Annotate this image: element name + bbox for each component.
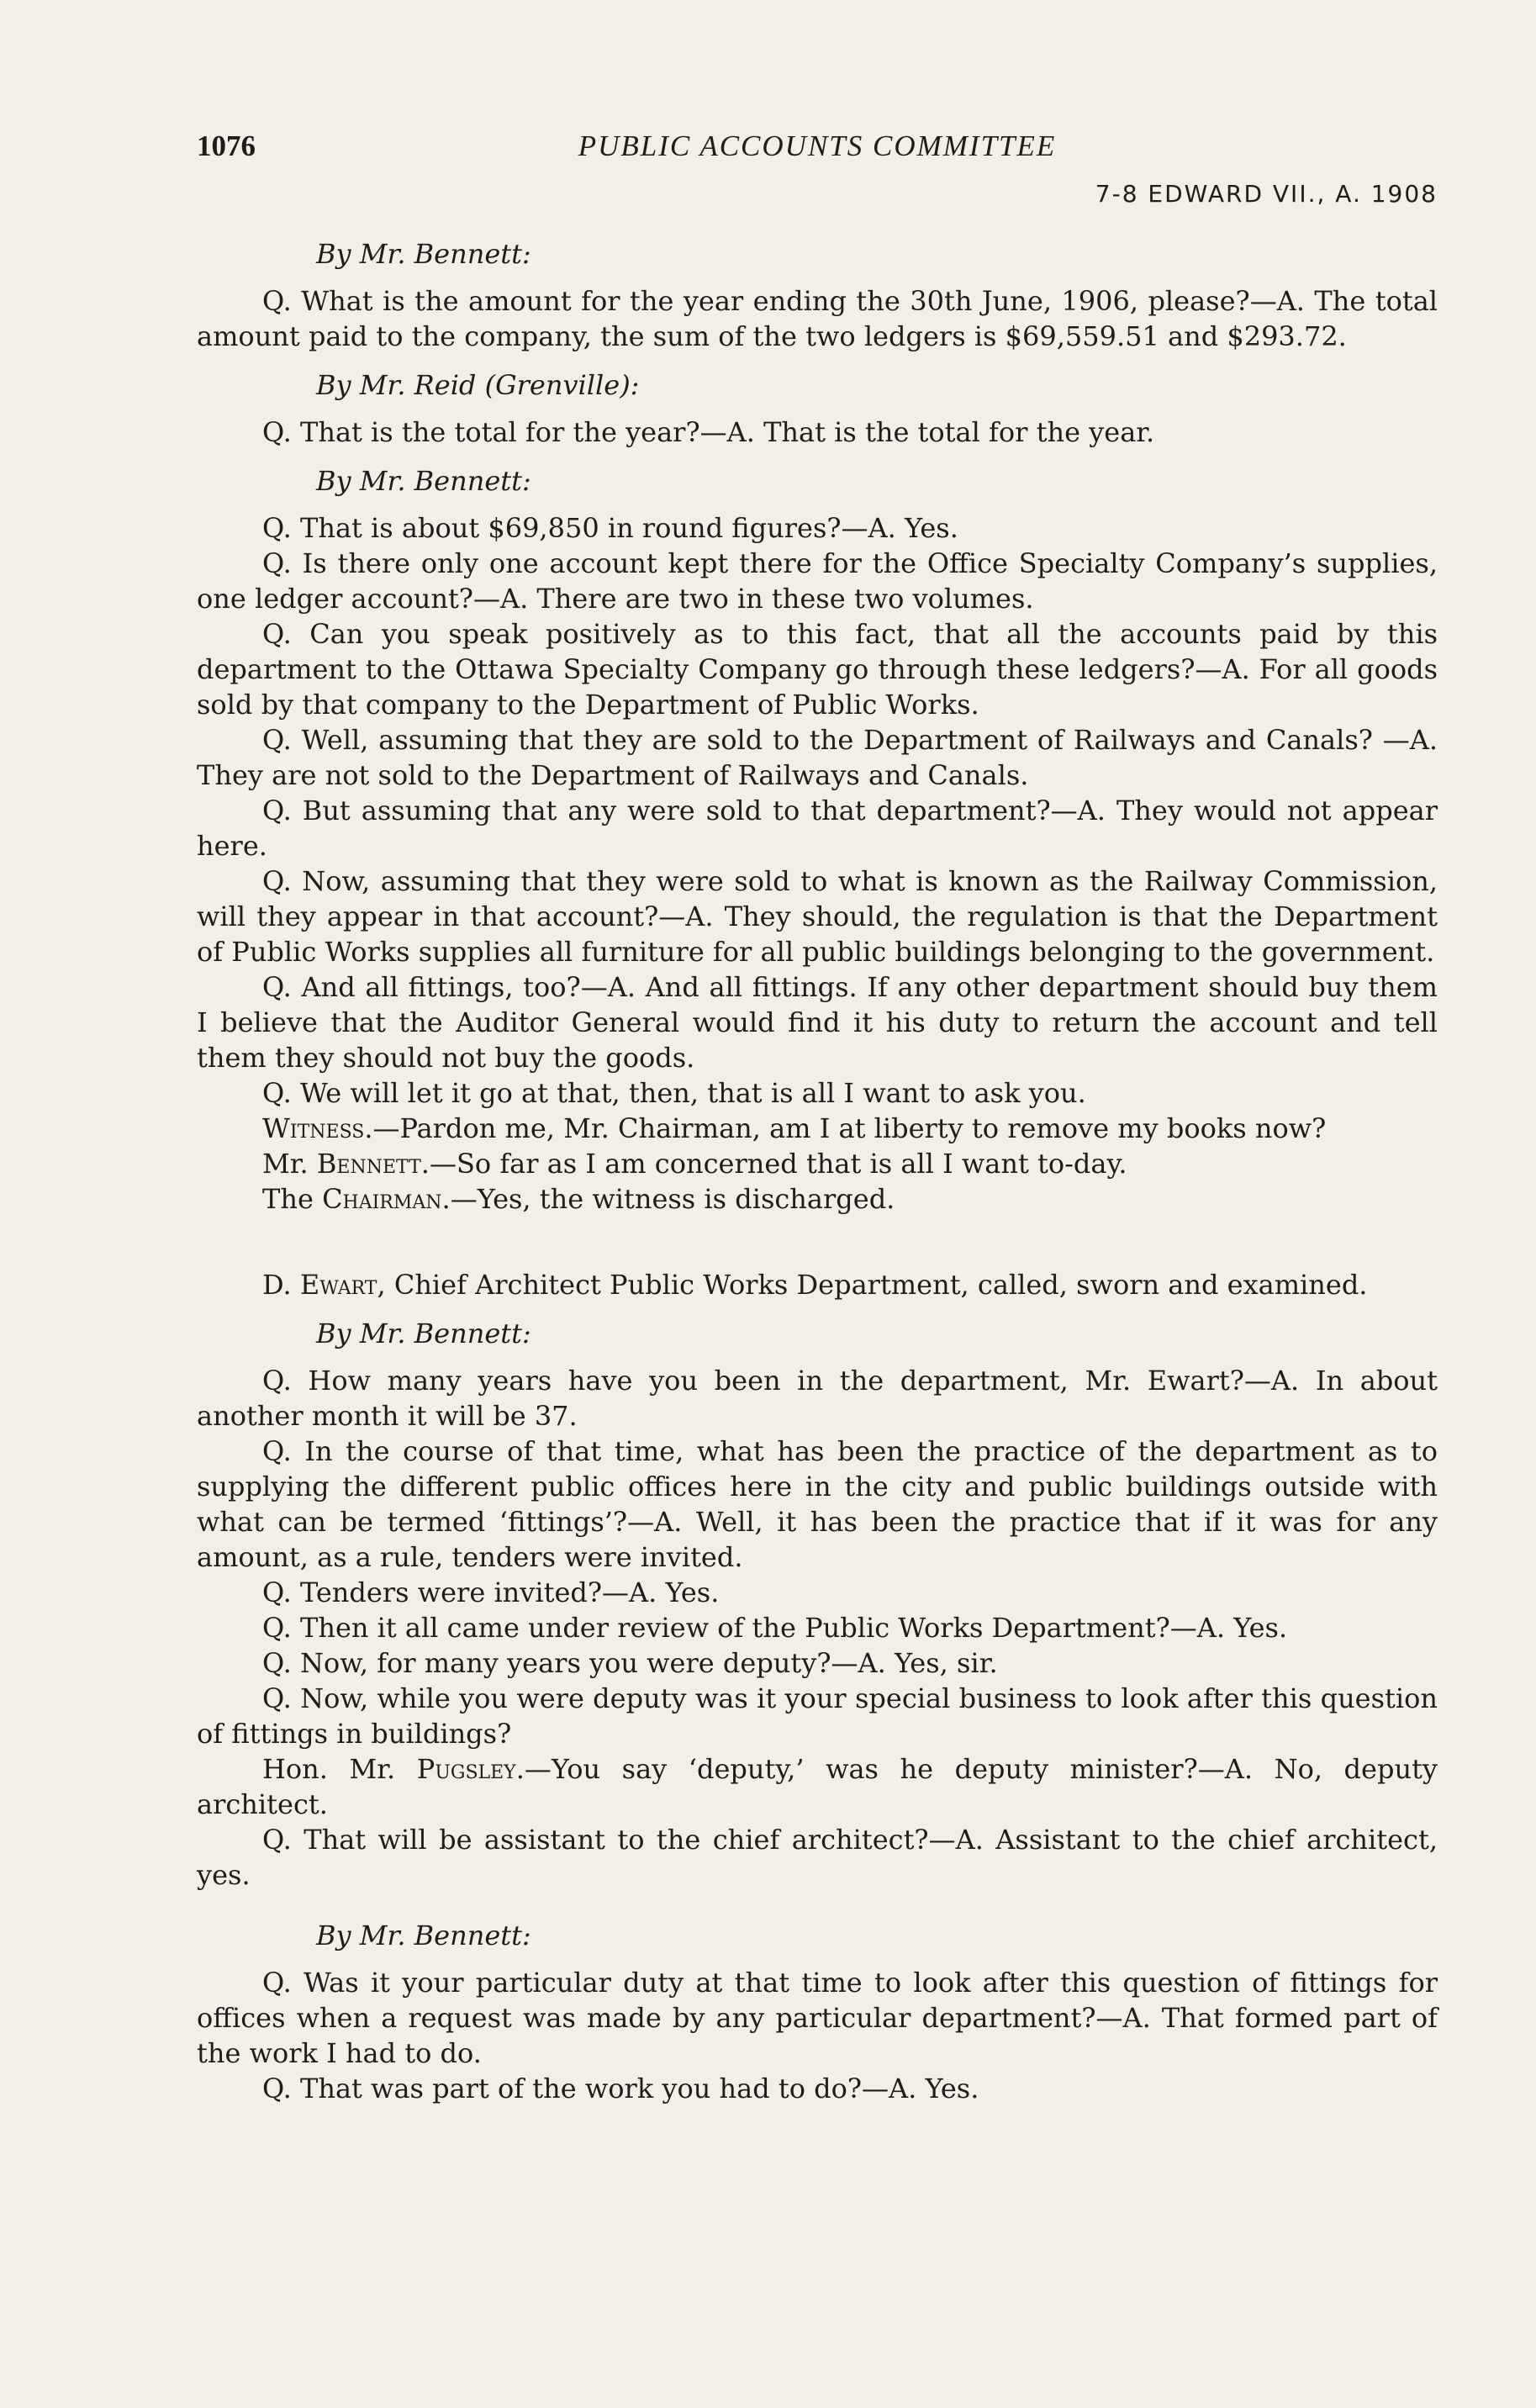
paragraph: Q. That is about $69,850 in round figures?—A. Yes.	[262, 512, 958, 544]
paragraph: Q. How many years have you been in the department, Mr. Ewart?—A. In about another month it will be 37.	[197, 1365, 1438, 1432]
speaker-paragraph	[197, 1181, 1438, 1217]
paragraph: Q. That will be assistant to the chief architect?—A. Assistant to the chief architect, yes.	[197, 1824, 1438, 1891]
examiner-heading: By Mr. Bennett:	[316, 1920, 531, 1951]
paragraph: Q. That is the total for the year?—A. That is the total for the year.	[262, 416, 1155, 448]
speaker-prefix: Mr.	[262, 1148, 317, 1180]
speaker-name: Witness.	[262, 1112, 373, 1144]
paragraph: Q. Now, while you were deputy was it your special business to look after this question of fittings in buildings?	[197, 1682, 1438, 1750]
paragraph: Q. Can you speak positively as to this fact, that all the accounts paid by this department to the Ottawa Specialty Company go through these ledgers?—A. For all goods sold by that company to the Department of Public Works.	[197, 618, 1438, 721]
session-label: 7-8 EDWARD VII., A. 1908	[1095, 180, 1438, 208]
section-gap	[197, 1217, 1438, 1267]
speaker-paragraph	[197, 1751, 1438, 1822]
paragraph: Q. What is the amount for the year ending the 30th June, 1906, please?—A. The total amount paid to the company, the sum of the two ledgers is $69,559.51 and $293.72.	[197, 285, 1438, 352]
examiner-heading: By Mr. Bennett:	[316, 1318, 531, 1349]
page-number: 1076	[197, 129, 256, 162]
speaker-prefix: D.	[262, 1269, 300, 1301]
examiner-heading: By Mr. Reid (Grenville):	[316, 369, 640, 401]
speaker-text: Chief Architect Public Works Department, called, sworn and examined.	[385, 1269, 1368, 1301]
speaker-text: —You say ‘deputy,’ was he deputy minister?—A. No, deputy architect.	[197, 1753, 1438, 1820]
running-title: PUBLIC ACCOUNTS COMMITTEE	[578, 129, 1057, 162]
speaker-prefix: The	[262, 1183, 323, 1215]
paragraph: Q. Now, assuming that they were sold to what is known as the Railway Commission, will they appear in that account?—A. They should, the regulation is that the Department of Public Works supplies all furniture for all public buildings belonging to the government.	[197, 865, 1438, 968]
paragraph: Q. Was it your particular duty at that time to look after this question of fittings for offices when a request was made by any particular department?—A. That formed part of the work I had to do.	[197, 1967, 1438, 2069]
paragraph: Q. And all fittings, too?—A. And all fittings. If any other department should buy them I believe that the Auditor General would find it his duty to return the account and tell them they should not buy the goods.	[197, 971, 1438, 1074]
paragraph: Q. Is there only one account kept there for the Office Specialty Company’s supplies, one ledger account?—A. There are two in these two volumes.	[197, 547, 1438, 615]
speaker-text: —Pardon me, Mr. Chairman, am I at liberty to remove my books now?	[372, 1112, 1327, 1144]
paragraph: Q. Tenders were invited?—A. Yes.	[262, 1576, 720, 1608]
speaker-name: Bennett.	[316, 1148, 430, 1180]
paragraph: Q. We will let it go at that, then, that is all I want to ask you.	[262, 1077, 1086, 1109]
examiner-heading: By Mr. Bennett:	[316, 465, 531, 497]
speaker-name: Pugsley.	[416, 1753, 525, 1785]
speaker-text: —Yes, the witness is discharged.	[450, 1183, 895, 1215]
paragraph: Q. Then it all came under review of the Public Works Department?—A. Yes.	[262, 1612, 1288, 1644]
paragraph: Q. Now, for many years you were deputy?—A. Yes, sir.	[262, 1647, 998, 1679]
speaker-paragraph	[197, 1146, 1438, 1181]
paragraph: Q. In the course of that time, what has been the practice of the department as to supplying the different public offices here in the city and public buildings outside with what can be termed ‘fittings’?—A. Well, it has been the practice that if it was for any amount, as a rule, tenders were invited.	[197, 1435, 1438, 1573]
speaker-name: Chairman.	[322, 1183, 451, 1215]
transcript-body	[197, 236, 1438, 2106]
examiner-heading: By Mr. Bennett:	[316, 238, 531, 270]
speaker-name: Ewart,	[299, 1269, 386, 1301]
speaker-prefix: Hon. Mr.	[262, 1753, 417, 1785]
paragraph: Q. But assuming that any were sold to that department?—A. They would not appear here.	[197, 795, 1438, 862]
paragraph: Q. That was part of the work you had to do?—A. Yes.	[262, 2073, 979, 2104]
speaker-paragraph	[197, 1111, 1438, 1146]
witness-intro	[197, 1267, 1438, 1302]
section-gap	[197, 1893, 1438, 1904]
paragraph: Q. Well, assuming that they are sold to the Department of Railways and Canals? —A. They are not sold to the Department of Railways and Canals.	[197, 724, 1438, 791]
page-header	[197, 124, 1438, 168]
speaker-text: —So far as I am concerned that is all I want to-day.	[429, 1148, 1127, 1180]
